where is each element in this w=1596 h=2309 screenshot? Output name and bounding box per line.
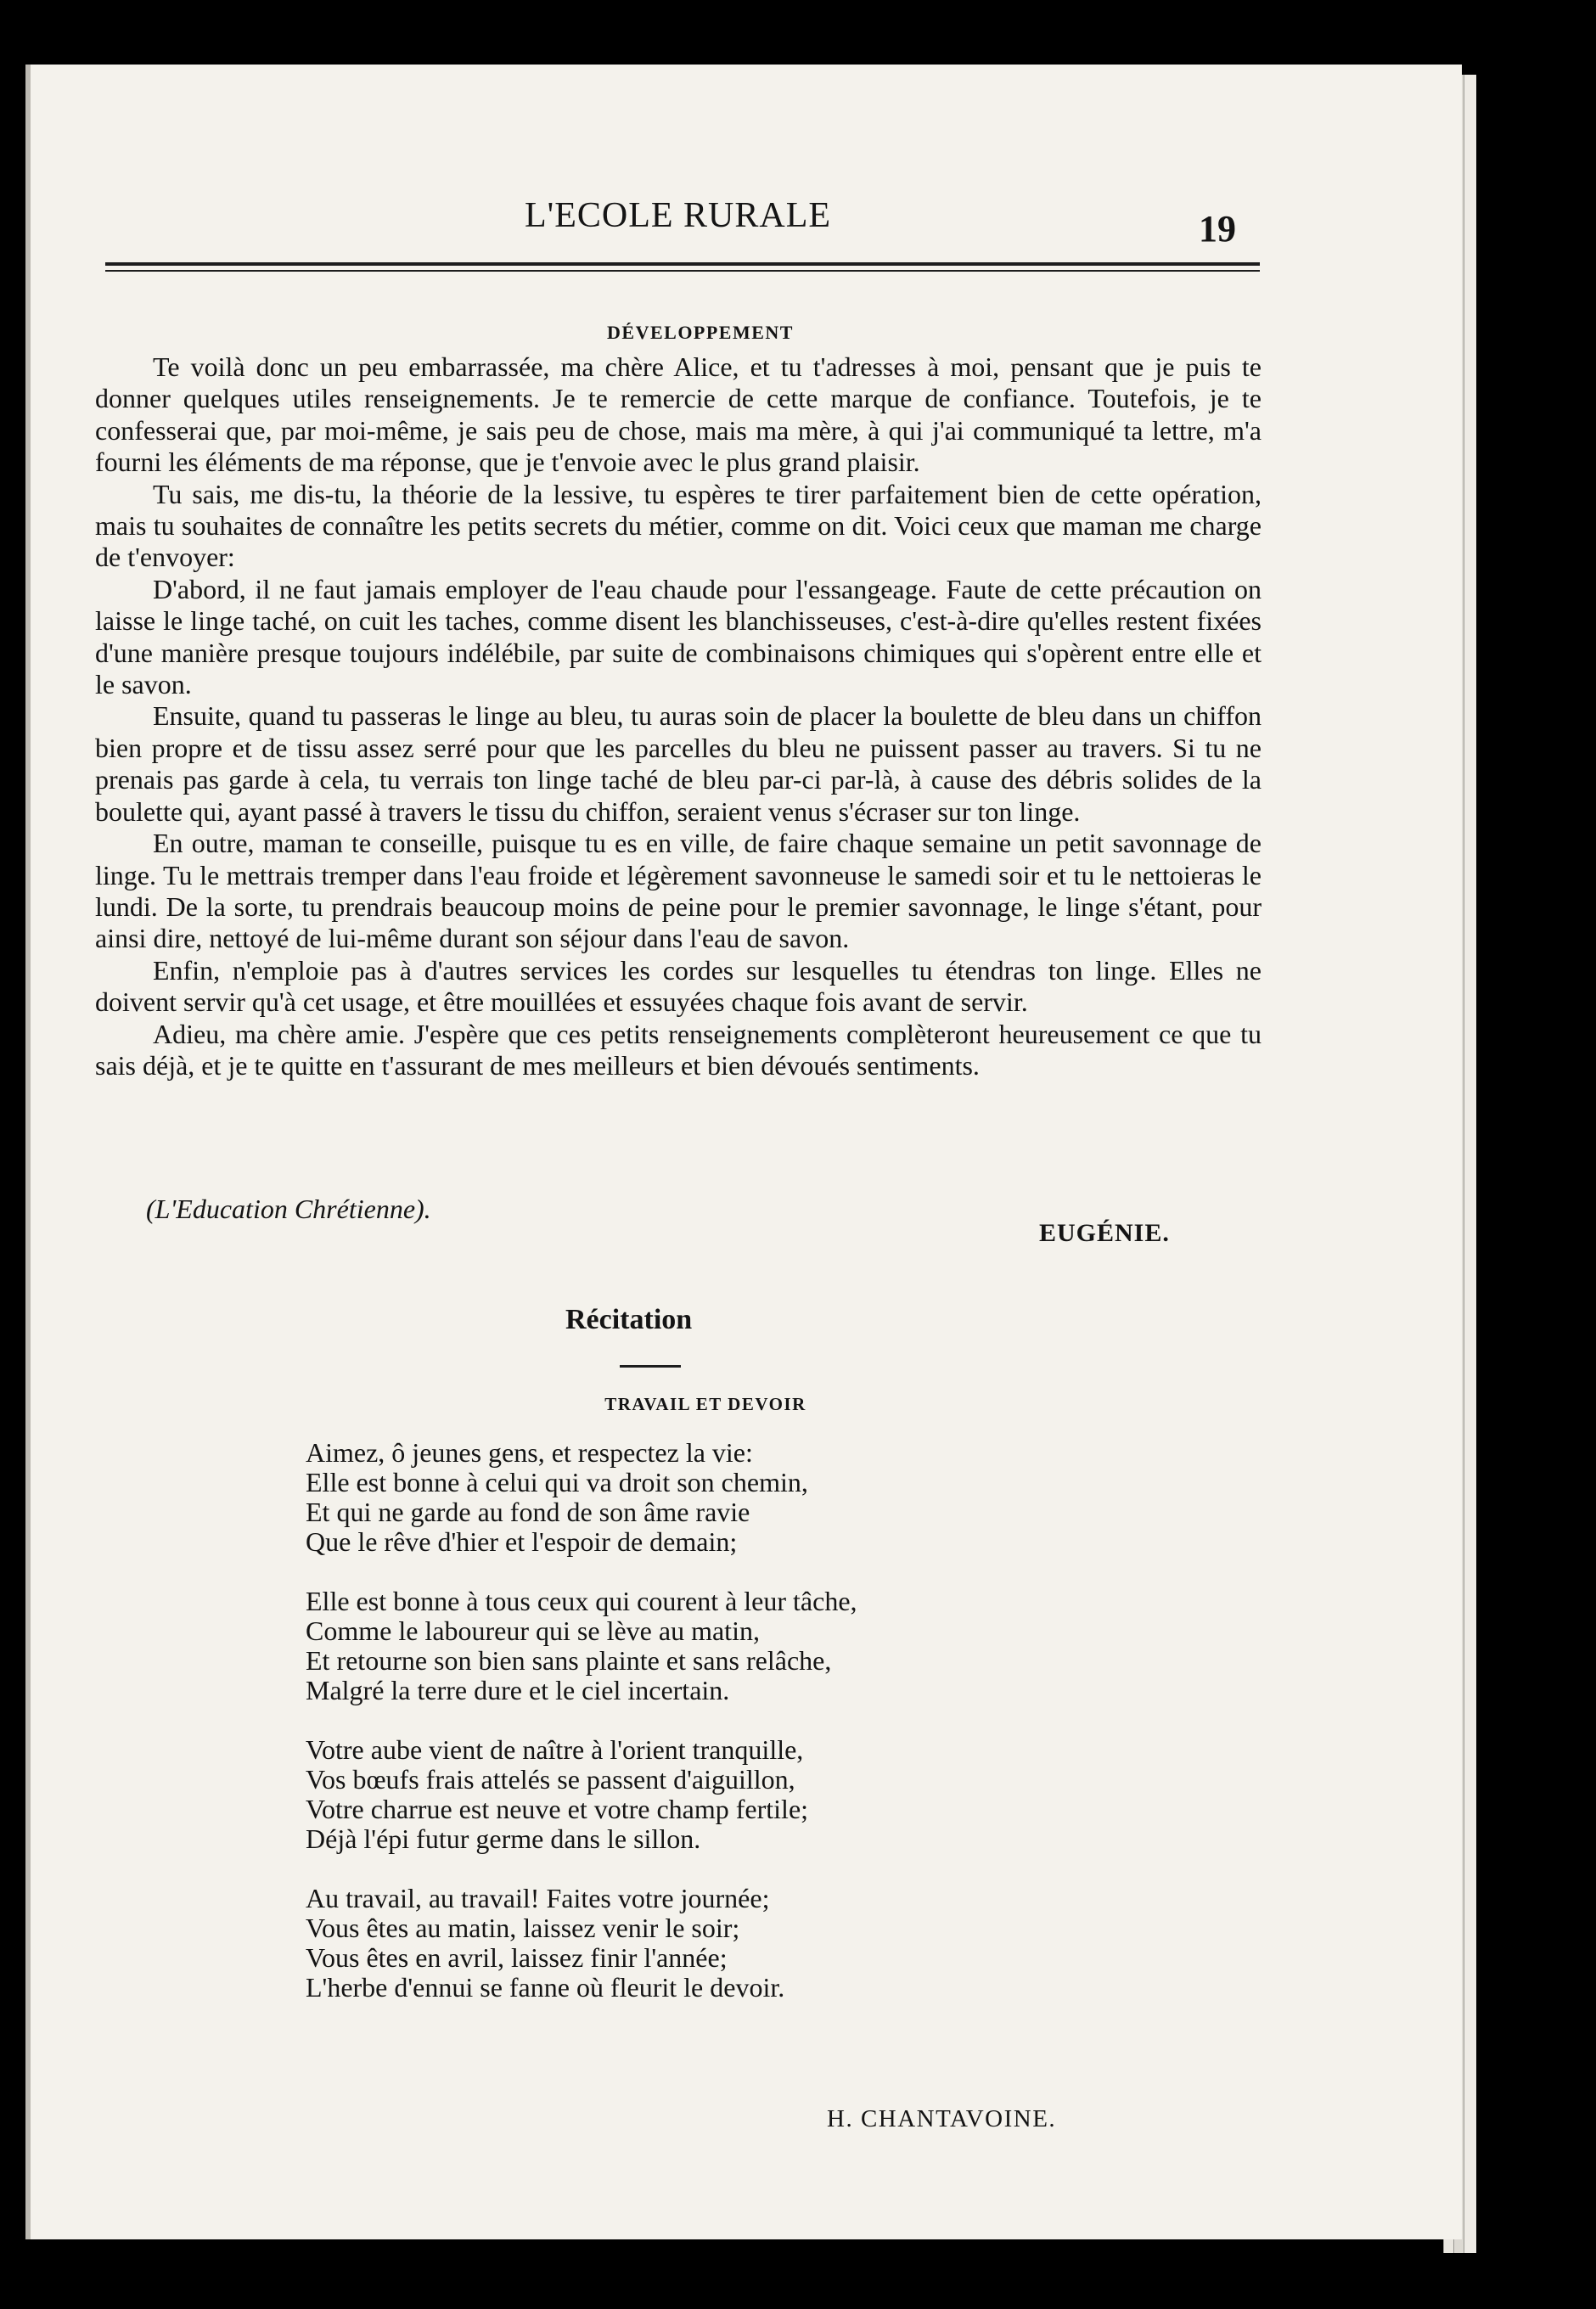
poem-verse: Elle est bonne à celui qui va droit son chemin,: [306, 1467, 808, 1497]
recitation-section-title: Récitation: [565, 1304, 693, 1335]
poem-stanza: [306, 1735, 1155, 1854]
poem-stanza: [306, 1438, 1155, 1557]
letter-body: [95, 351, 1262, 1081]
poem-verse: Vos bœufs frais attelés se passent d'aiguillon,: [306, 1764, 795, 1795]
letter-paragraph: Enfin, n'emploie pas à d'autres services les cordes sur lesquelles tu étendras ton linge. Elles ne doivent servir qu'à cet usage, et être mouillées et essuyées chaque fois avant de servir.: [95, 954, 1262, 1018]
poem-stanza: [306, 1587, 1155, 1705]
poem-verse: Que le rêve d'hier et l'espoir de demain;: [306, 1526, 738, 1557]
header-rule: [105, 262, 1260, 266]
poem-verse: Votre aube vient de naître à l'orient tranquille,: [306, 1734, 804, 1765]
poem-title: TRAVAIL ET DEVOIR: [604, 1394, 806, 1414]
poem-verse: Vous êtes en avril, laissez finir l'année;: [306, 1942, 728, 1973]
poem: [306, 1438, 1155, 2032]
section-divider: [620, 1365, 681, 1368]
page-number: 19: [1199, 208, 1236, 250]
letter-paragraph: Te voilà donc un peu embarrassée, ma chère Alice, et tu t'adresses à moi, pensant que je puis te donner quelques utiles renseignements. Je te remercie de cette marque de confiance. Toutefois, je te confesserai que, par moi-même, je sais peu de chose, mais ma mère, à qui j'ai communiqué ta lettre, m'a fourni les éléments de ma réponse, que je t'envoie avec le plus grand plaisir.: [95, 351, 1262, 478]
poem-verse: Vous êtes au matin, laissez venir le soir;: [306, 1913, 740, 1943]
poem-verse: Et retourne son bien sans plainte et sans relâche,: [306, 1645, 832, 1676]
letter-paragraph: En outre, maman te conseille, puisque tu es en ville, de faire chaque semaine un petit savonnage de linge. Tu le mettrais tremper dans l'eau froide et légèrement savonneuse le samedi soir et tu le nettoieras le lundi. De la sorte, tu prendrais beaucoup moins de peine pour le premier savonnage, le linge s'étant, pour ainsi dire, nettoyé de lui-même durant son séjour dans l'eau de savon.: [95, 828, 1262, 954]
letter-paragraph: Tu sais, me dis-tu, la théorie de la lessive, tu espères te tirer parfaitement bien de cette opération, mais tu souhaites de connaître les petits secrets du métier, comme on dit. Voici ceux que maman me charge de t'envoyer:: [95, 478, 1262, 573]
letter-paragraph: Adieu, ma chère amie. J'espère que ces petits renseignements complèteront heureusement ce que tu sais déjà, et je te quitte en t'assurant de mes meilleurs et bien dévoués sentiments.: [95, 1018, 1262, 1081]
letter-signature: EUGÉNIE.: [1039, 1219, 1170, 1247]
journal-title: L'ECOLE RURALE: [525, 196, 832, 235]
poem-verse: Malgré la terre dure et le ciel incertain.: [306, 1675, 730, 1705]
header-rule-thin: [105, 270, 1260, 272]
poem-author: H. CHANTAVOINE.: [827, 2105, 1057, 2132]
poem-verse: Comme le laboureur qui se lève au matin,: [306, 1615, 760, 1646]
journal-page: [25, 65, 1462, 2239]
poem-verse: Au travail, au travail! Faites votre journée;: [306, 1883, 770, 1913]
letter-source: (L'Education Chrétienne).: [146, 1194, 431, 1224]
poem-verse: Déjà l'épi futur germe dans le sillon.: [306, 1823, 701, 1854]
letter-heading: DÉVELOPPEMENT: [607, 322, 794, 343]
stacked-page-edge: [1464, 75, 1476, 2253]
poem-stanza: [306, 1884, 1155, 2003]
letter-paragraph: Ensuite, quand tu passeras le linge au bleu, tu auras soin de placer la boulette de bleu dans un chiffon bien propre et de tissu assez serré pour que les parcelles du bleu ne puissent passer au travers. Si tu ne prenais pas garde à cela, tu verrais ton linge taché de bleu par-ci par-là, à cause des débris solides de la boulette qui, ayant passé à travers le tissu du chiffon, seraient venus s'écraser sur ton linge.: [95, 700, 1262, 827]
poem-verse: Votre charrue est neuve et votre champ fertile;: [306, 1794, 809, 1824]
poem-verse: Aimez, ô jeunes gens, et respectez la vie:: [306, 1437, 753, 1468]
letter-paragraph: D'abord, il ne faut jamais employer de l'eau chaude pour l'essangeage. Faute de cette précaution on laisse le linge taché, on cuit les taches, comme disent les blanchisseuses, c'est-à-dire qu'elles restent fixées d'une manière presque toujours indélébile, par suite de combinaisons chimiques qui s'opèrent entre elle et le savon.: [95, 573, 1262, 700]
poem-verse: L'herbe d'ennui se fanne où fleurit le devoir.: [306, 1972, 785, 2003]
page-binding-shadow: [25, 65, 31, 2239]
poem-verse: Et qui ne garde au fond de son âme ravie: [306, 1497, 750, 1527]
poem-verse: Elle est bonne à tous ceux qui courent à leur tâche,: [306, 1586, 857, 1616]
